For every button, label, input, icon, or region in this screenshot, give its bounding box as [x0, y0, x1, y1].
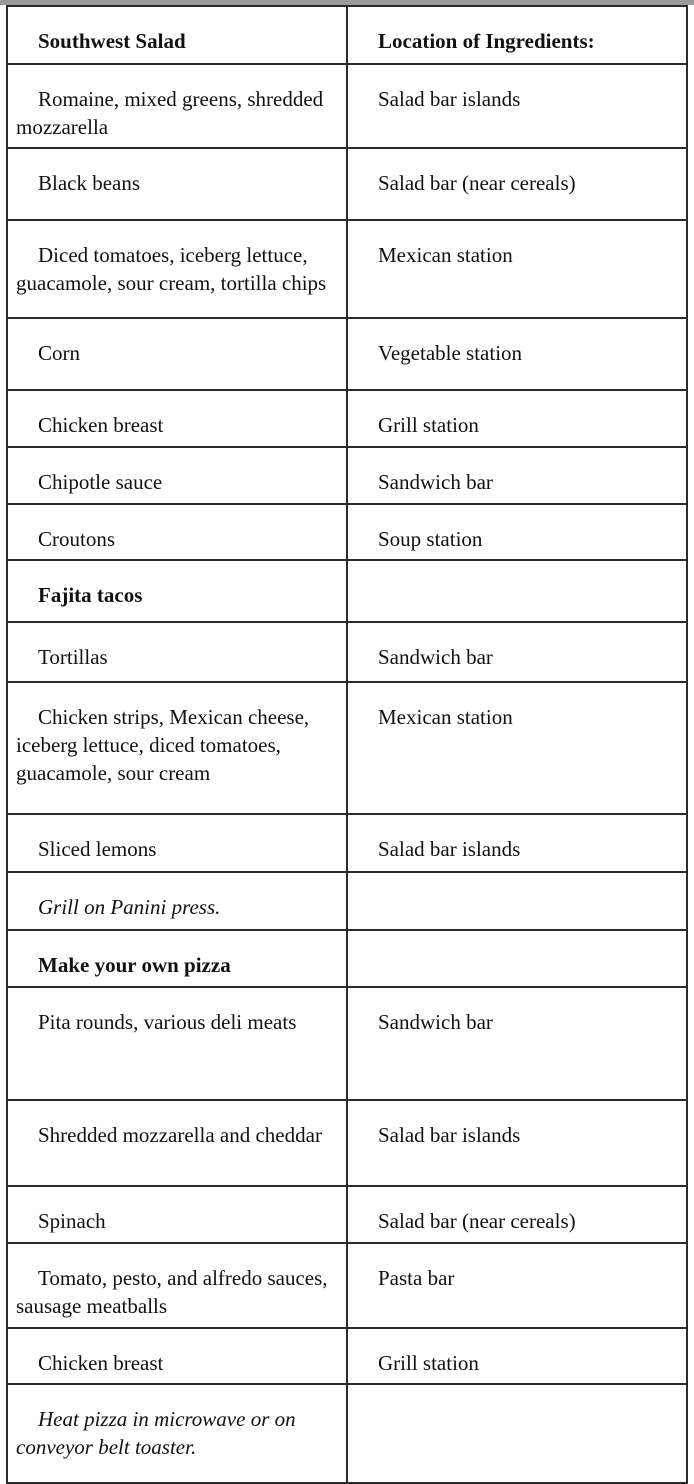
item-cell	[7, 872, 347, 930]
table-row	[7, 1186, 687, 1243]
item-cell	[7, 447, 347, 504]
item-text: Make your own pizza	[38, 953, 231, 977]
item-text: Heat pizza in microwave or on conveyor belt toaster.	[16, 1407, 296, 1459]
table-row	[7, 447, 687, 504]
table-row	[7, 148, 687, 220]
location-cell	[347, 504, 687, 560]
location-text: Mexican station	[378, 705, 513, 729]
recipe-ingredients-table	[6, 5, 688, 1484]
item-cell	[7, 6, 347, 64]
item-text: Chicken strips, Mexican cheese, iceberg lettuce, diced tomatoes, guacamole, sour cream	[16, 705, 310, 785]
table-row	[7, 504, 687, 560]
table-row	[7, 814, 687, 872]
location-text: Salad bar islands	[378, 837, 521, 861]
item-cell	[7, 682, 347, 814]
location-text: Sandwich bar	[378, 470, 493, 494]
item-cell	[7, 64, 347, 148]
item-text: Corn	[38, 341, 80, 365]
location-cell	[347, 560, 687, 622]
location-text: Sandwich bar	[378, 645, 493, 669]
location-text: Salad bar islands	[378, 1123, 521, 1147]
item-cell	[7, 814, 347, 872]
location-cell	[347, 930, 687, 987]
location-cell	[347, 6, 687, 64]
section-heading-row	[7, 560, 687, 622]
table-row	[7, 622, 687, 682]
item-cell	[7, 1243, 347, 1328]
item-cell	[7, 1100, 347, 1186]
item-cell	[7, 1328, 347, 1384]
item-text: Romaine, mixed greens, shredded mozzarella	[16, 87, 324, 139]
item-cell	[7, 1186, 347, 1243]
item-cell	[7, 622, 347, 682]
location-text: Sandwich bar	[378, 1010, 493, 1034]
location-cell	[347, 1243, 687, 1328]
location-cell	[347, 1100, 687, 1186]
location-cell	[347, 814, 687, 872]
location-cell	[347, 390, 687, 447]
table-row	[7, 220, 687, 318]
item-text: Sliced lemons	[38, 837, 157, 861]
table-row	[7, 1384, 687, 1483]
item-text: Grill on Panini press.	[38, 895, 221, 919]
table-row	[7, 872, 687, 930]
location-text: Pasta bar	[378, 1266, 455, 1290]
location-text: Salad bar islands	[378, 87, 521, 111]
item-cell	[7, 560, 347, 622]
item-cell	[7, 390, 347, 447]
location-cell	[347, 148, 687, 220]
table-row	[7, 682, 687, 814]
location-cell	[347, 318, 687, 390]
item-text: Tortillas	[38, 645, 108, 669]
table-row	[7, 64, 687, 148]
location-cell	[347, 64, 687, 148]
location-cell	[347, 1186, 687, 1243]
item-text: Diced tomatoes, iceberg lettuce, guacamole, sour cream, tortilla chips	[16, 243, 327, 295]
location-cell	[347, 622, 687, 682]
table-row	[7, 1328, 687, 1384]
section-heading-row	[7, 930, 687, 987]
location-text: Salad bar (near cereals)	[378, 171, 576, 195]
location-text: Salad bar (near cereals)	[378, 1209, 576, 1233]
item-text: Croutons	[38, 527, 116, 551]
location-text: Grill station	[378, 1351, 479, 1375]
table-row	[7, 987, 687, 1100]
location-cell	[347, 220, 687, 318]
location-text: Location of Ingredients:	[378, 29, 595, 53]
item-text: Southwest Salad	[38, 29, 186, 53]
location-text: Vegetable station	[378, 341, 523, 365]
table-row	[7, 390, 687, 447]
item-text: Black beans	[38, 171, 141, 195]
location-cell	[347, 872, 687, 930]
table-body	[7, 6, 687, 1483]
location-cell	[347, 1384, 687, 1483]
item-text: Pita rounds, various deli meats	[38, 1010, 297, 1034]
item-text: Tomato, pesto, and alfredo sauces, sausage meatballs	[16, 1266, 328, 1318]
location-cell	[347, 682, 687, 814]
item-text: Fajita tacos	[38, 583, 143, 607]
location-text: Mexican station	[378, 243, 513, 267]
location-cell	[347, 447, 687, 504]
table-row	[7, 1243, 687, 1328]
item-cell	[7, 1384, 347, 1483]
item-text: Chicken breast	[38, 1351, 164, 1375]
table-row	[7, 318, 687, 390]
table-row	[7, 1100, 687, 1186]
item-text: Spinach	[38, 1209, 106, 1233]
location-text: Grill station	[378, 413, 479, 437]
item-cell	[7, 930, 347, 987]
item-cell	[7, 148, 347, 220]
location-cell	[347, 987, 687, 1100]
item-text: Chipotle sauce	[38, 470, 163, 494]
location-cell	[347, 1328, 687, 1384]
location-text: Soup station	[378, 527, 483, 551]
table-header-row	[7, 6, 687, 64]
item-cell	[7, 220, 347, 318]
item-text: Chicken breast	[38, 413, 164, 437]
item-cell	[7, 318, 347, 390]
item-text: Shredded mozzarella and cheddar	[38, 1123, 322, 1147]
item-cell	[7, 987, 347, 1100]
item-cell	[7, 504, 347, 560]
